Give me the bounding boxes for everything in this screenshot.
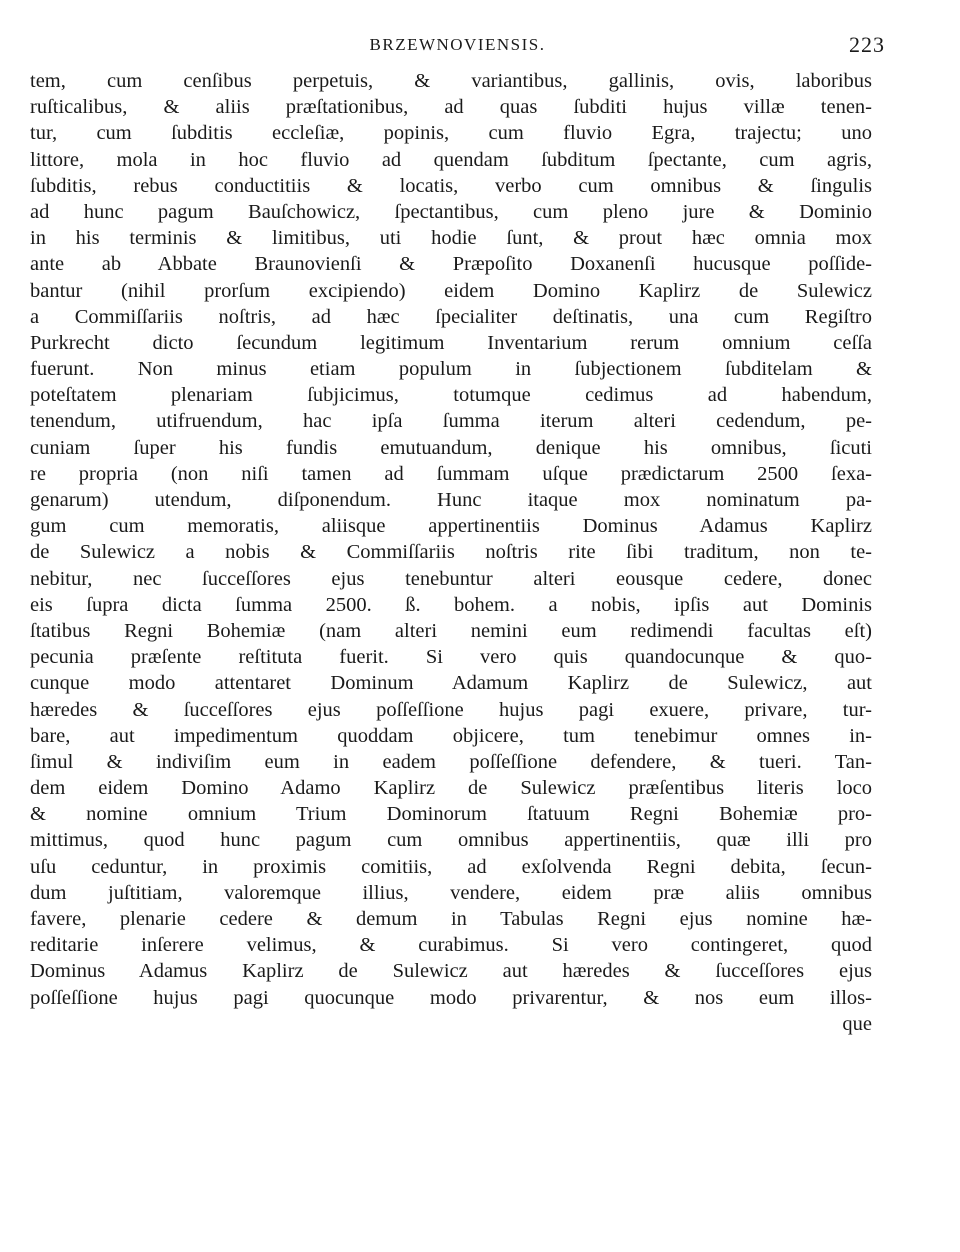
text-line: cunque modo attentaret Dominum Adamum Kaplirz de Sulewicz, aut [30,672,872,695]
text-line: cuniam ſuper his fundis emutuandum, denique his omnibus, ſicuti [30,436,872,459]
text-line: Dominus Adamus Kaplirz de Sulewicz aut hæredes & ſucceſſores ejus [30,960,872,983]
catchword: que [842,1012,872,1035]
text-line: ante ab Abbate Braunovienſi & Præpoſito Doxanenſi hucusque poſſide- [30,253,872,276]
text-line: bantur (nihil prorſum excipiendo) eidem Domino Kaplirz de Sulewicz [30,279,872,302]
text-line: ad hunc pagum Bauſchowicz, ſpectantibus, cum pleno jure & Dominio [30,200,872,223]
page-number: 223 [849,32,885,57]
text-line: poteſtatem plenariam ſubjicimus, totumque cedimus ad habendum, [30,384,872,407]
text-line: genarum) utendum, diſponendum. Hunc itaque mox nominatum pa- [30,489,872,511]
text-line: dem eidem Domino Adamo Kaplirz de Sulewicz præſentibus literis loco [30,777,872,800]
text-line: littore, mola in hoc fluvio ad quendam ſubditum ſpectante, cum agris, [30,148,872,171]
text-line: ſubditis, rebus conductitiis & locatis, verbo cum omnibus & ſingulis [30,174,872,197]
text-line: ſimul & indiviſim eum in eadem poſſeſſione defendere, & tueri. Tan- [30,750,872,773]
text-line: eis ſupra dicta ſumma 2500. ß. bohem. a nobis, ipſis aut Dominis [30,593,872,616]
text-line: nebitur, nec ſucceſſores ejus tenebuntur alteri eousque cedere, donec [30,567,872,590]
text-line: tenendum, utifruendum, hac ipſa ſumma iterum alteri cedendum, pe- [30,410,872,433]
text-line: tem, cum cenſibus perpetuis, & variantibus, gallinis, ovis, laboribus [30,70,872,92]
text-line: & nomine omnium Trium Dominorum ſtatuum Regni Bohemiæ pro- [30,803,872,826]
text-line: gum cum memoratis, aliisque appertinentiis Dominus Adamus Kaplirz [30,515,872,538]
text-line: re propria (non niſi tamen ad ſummam uſque prædictarum 2500 ſexa- [30,462,872,485]
text-line: in his terminis & limitibus, uti hodie ſunt, & prout hæc omnia mox [30,227,872,250]
body-text [30,68,872,1037]
text-line: hæredes & ſucceſſores ejus poſſeſſione hujus pagi exuere, privare, tur- [30,698,872,721]
text-line: ruſticalibus, & aliis præſtationibus, ad quas ſubditi hujus villæ tenen- [30,96,872,119]
text-line: dum juſtitiam, valoremque illius, vendere, eidem præ aliis omnibus [30,881,872,904]
text-line: poſſeſſione hujus pagi quocunque modo privarentur, & nos eum illos- [30,986,872,1009]
text-line: uſu ceduntur, in proximis comitiis, ad exſolvenda Regni debita, ſecun- [30,855,872,878]
text-line: pecunia præſente reſtituta fuerit. Si vero quis quandocunque & quo- [30,646,872,669]
text-line: de Sulewicz a nobis & Commiſſariis noſtris rite ſibi traditum, non te- [30,541,872,564]
text-line: Purkrecht dicto ſecundum legitimum Inventarium rerum omnium ceſſa [30,331,872,354]
running-title: BRZEWNOVIENSIS. [369,35,546,54]
text-line: a Commiſſariis noſtris, ad hæc ſpecialiter deſtinatis, una cum Regiſtro [30,305,872,328]
text-line: ſtatibus Regni Bohemiæ (nam alteri nemini eum redimendi facultas eſt) [30,619,872,642]
text-line: fuerunt. Non minus etiam populum in ſubjectionem ſubditelam & [30,358,872,381]
text-line: favere, plenarie cedere & demum in Tabulas Regni ejus nomine hæ- [30,908,872,930]
running-head [30,32,885,62]
text-line: mittimus, quod hunc pagum cum omnibus appertinentiis, quæ illi pro [30,829,872,852]
text-line: bare, aut impedimentum quoddam objicere, tum tenebimur omnes in- [30,724,872,747]
text-line: reditarie inſerere velimus, & curabimus. Si vero contingeret, quod [30,934,872,957]
text-line: tur, cum ſubditis eccleſiæ, popinis, cum fluvio Egra, trajectu; uno [30,122,872,145]
